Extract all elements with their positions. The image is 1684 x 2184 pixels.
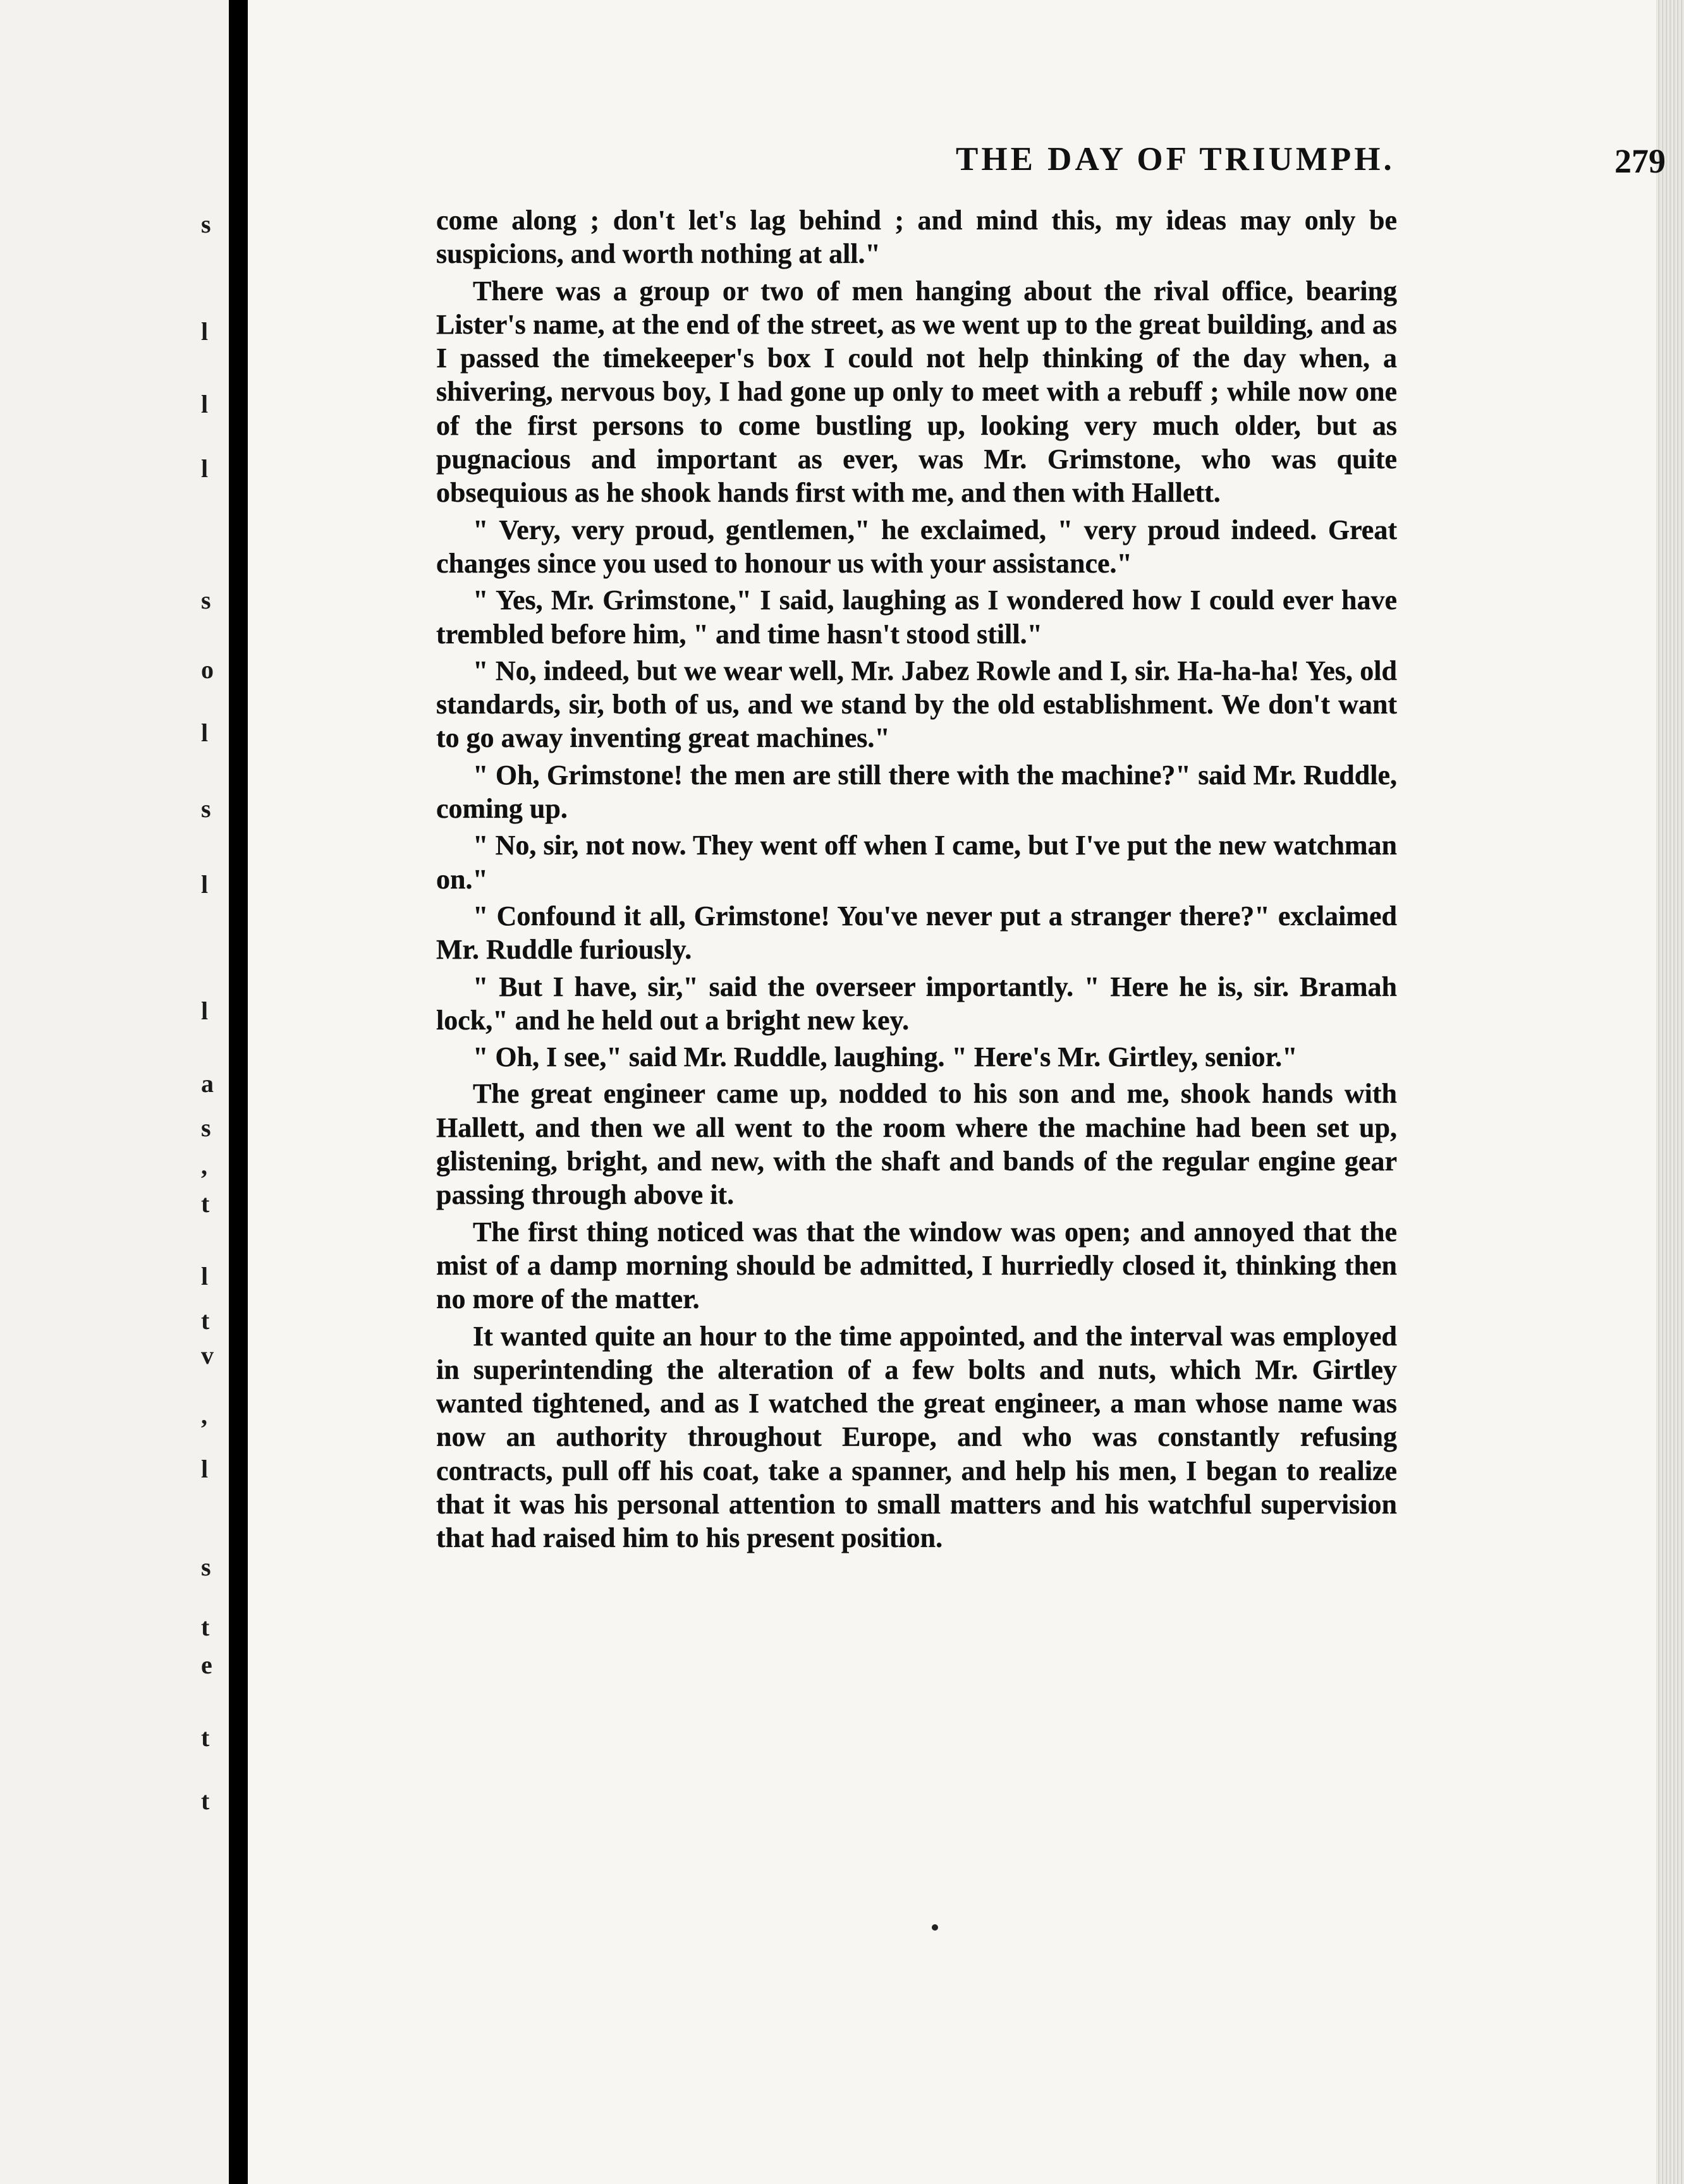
left-page-edge-char: a: [201, 1069, 214, 1098]
left-page-edge-char: ,: [201, 1151, 207, 1180]
left-page-edge-char: l: [201, 719, 209, 747]
paragraph: " Oh, I see," said Mr. Ruddle, laughing. " Here's Mr. Girtley, senior.": [473, 1041, 1298, 1073]
left-page-edge-char: l: [201, 390, 209, 418]
body-text: [436, 203, 1397, 1558]
left-page-edge-char: v: [201, 1341, 214, 1369]
left-page-edge-char: ,: [201, 1401, 207, 1429]
left-page-edge-char: s: [201, 210, 211, 238]
paragraph: The great engineer came up, nodded to his son and me, shook hands with Hallett, and then we all went to the room where the machine had been set up, glistening, bright, and new, with the shaft and bands of the regular engine gear passing through above it.: [436, 1078, 1397, 1211]
left-page-edge-char: s: [201, 794, 211, 823]
left-page-edge-char: s: [201, 586, 211, 614]
paragraph: " Very, very proud, gentlemen," he exclaimed, " very proud indeed. Great changes since you used to honour us with your assistance.": [436, 514, 1397, 579]
page-mark: [932, 1924, 938, 1931]
paragraph: " Oh, Grimstone! the men are still there with the machine?" said Mr. Ruddle, coming up.: [436, 759, 1397, 825]
paragraph: It wanted quite an hour to the time appointed, and the interval was employed in superintending the alteration of a few bolts and nuts, which Mr. Girtley wanted tightened, and as I watched the great engineer, a man whose name was now an authority throughout Europe, and who was constantly refusing contracts, pull off his coat, take a spanner, and help his men, I began to realize that it was his personal attention to small matters and his watchful supervision that had raised him to his present position.: [436, 1320, 1397, 1554]
paragraph: come along ; don't let's lag behind ; and mind this, my ideas may only be suspicions, and worth nothing at all.": [436, 205, 1397, 270]
left-page-edge-char: l: [201, 1262, 209, 1290]
running-head: THE DAY OF TRIUMPH.: [956, 141, 1395, 178]
paragraph: " No, indeed, but we wear well, Mr. Jabez Rowle and I, sir. Ha-ha-ha! Yes, old standards, sir, both of us, and we stand by the old establishment. We don't want to go away inventing great machines.": [436, 655, 1397, 754]
page-number: 279: [1614, 142, 1666, 180]
paragraph: " But I have, sir," said the overseer importantly. " Here he is, sir. Bramah lock," and he held out a bright new key.: [436, 971, 1397, 1036]
left-page-edge-char: l: [201, 997, 209, 1025]
left-page-edge-char: t: [201, 1613, 210, 1641]
left-page-edge-char: t: [201, 1306, 210, 1335]
left-page-edge-char: o: [201, 655, 214, 684]
paragraph: " Confound it all, Grimstone! You've never put a stranger there?" exclaimed Mr. Ruddle furiously.: [436, 900, 1397, 966]
left-page-edge-char: l: [201, 317, 209, 346]
paragraph: " Yes, Mr. Grimstone," I said, laughing as I wondered how I could ever have trembled before him, " and time hasn't stood still.": [436, 585, 1397, 650]
page-edges: [1656, 0, 1684, 2184]
left-page-edge-char: s: [201, 1553, 211, 1581]
paragraph: " No, sir, not now. They went off when I came, but I've put the new watchman on.": [436, 830, 1397, 895]
left-page-edge-char: l: [201, 870, 209, 899]
left-page-edge-char: t: [201, 1787, 210, 1815]
left-page-edge-char: s: [201, 1113, 211, 1142]
paragraph: There was a group or two of men hanging about the rival office, bearing Lister's name, at the end of the street, as we went up to the great building, and as I passed the timekeeper's box I could not help thinking of the day when, a shivering, nervous boy, I had gone up only to meet with a rebuff ; while now one of the first persons to come bustling up, looking very much older, but as pugnacious and important as ever, was Mr. Grimstone, who was quite obsequious as he shook hands first with me, and then with Hallett.: [436, 275, 1397, 509]
left-page-edge-char: l: [201, 1455, 209, 1483]
paragraph: The first thing noticed was that the window was open; and annoyed that the mist of a damp morning should be admitted, I hurriedly closed it, thinking then no more of the matter.: [436, 1216, 1397, 1315]
left-page-edge-char: e: [201, 1651, 212, 1679]
left-page-edge-char: t: [201, 1189, 210, 1218]
left-page-edge-char: l: [201, 454, 209, 483]
left-page-fragment: [0, 0, 229, 2184]
left-page-edge-char: t: [201, 1723, 210, 1752]
